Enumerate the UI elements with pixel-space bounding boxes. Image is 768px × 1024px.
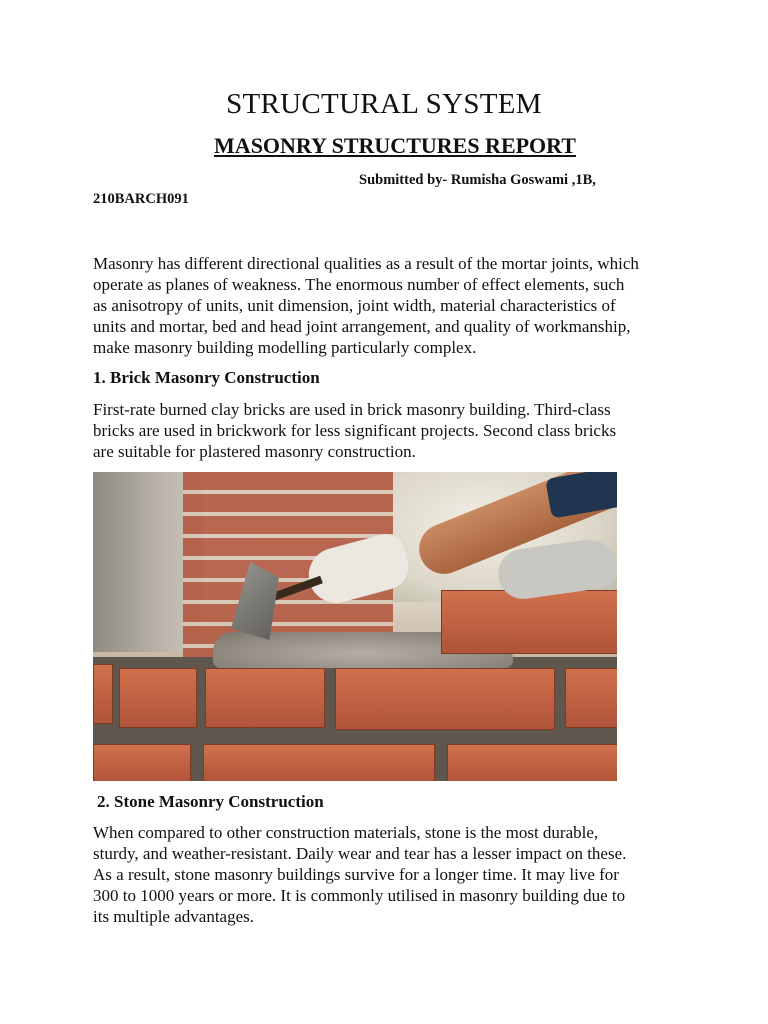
paragraph-line: As a result, stone masonry buildings survive for a longer time. It may live for [93, 865, 619, 884]
brick-masonry-paragraph [93, 399, 693, 462]
brick [93, 744, 191, 781]
brick [93, 664, 113, 724]
paragraph-line: its multiple advantages. [93, 907, 254, 926]
report-subtitle: MASONRY STRUCTURES REPORT [214, 133, 576, 158]
brick [335, 668, 555, 730]
intro-line: Masonry has different directional qualities as a result of the mortar joints, which [93, 254, 639, 273]
stone-masonry-heading: 2. Stone Masonry Construction [97, 792, 324, 811]
brick [205, 668, 325, 728]
brick [119, 668, 197, 728]
paragraph-line: First-rate burned clay bricks are used in brick masonry building. Third-class [93, 400, 611, 419]
intro-line: units and mortar, bed and head joint arrangement, and quality of workmanship, [93, 317, 631, 336]
bricklaying-photo [93, 472, 617, 781]
brick [203, 744, 435, 781]
brick-masonry-heading: 1. Brick Masonry Construction [93, 368, 320, 387]
paragraph-line: 300 to 1000 years or more. It is commonly utilised in masonry building due to [93, 886, 626, 905]
intro-line: operate as planes of weakness. The enormous number of effect elements, such [93, 275, 625, 294]
intro-line: make masonry building modelling particularly complex. [93, 338, 477, 357]
intro-line: as anisotropy of units, unit dimension, joint width, material characteristics of [93, 296, 616, 315]
roll-number: 210BARCH091 [93, 191, 189, 207]
submitted-by-line: Submitted by- Rumisha Goswami ,1B, [359, 172, 596, 188]
paragraph-line: sturdy, and weather-resistant. Daily wear and tear has a lesser impact on these. [93, 844, 627, 863]
stone-masonry-paragraph [93, 822, 693, 927]
brick [565, 668, 617, 728]
top-brick [441, 590, 617, 654]
intro-paragraph [93, 253, 693, 358]
paragraph-line: When compared to other construction materials, stone is the most durable, [93, 823, 599, 842]
brick [447, 744, 617, 781]
paragraph-line: bricks are used in brickwork for less significant projects. Second class bricks [93, 421, 617, 440]
document-title: STRUCTURAL SYSTEM [226, 88, 542, 120]
paragraph-line: are suitable for plastered masonry construction. [93, 442, 416, 461]
